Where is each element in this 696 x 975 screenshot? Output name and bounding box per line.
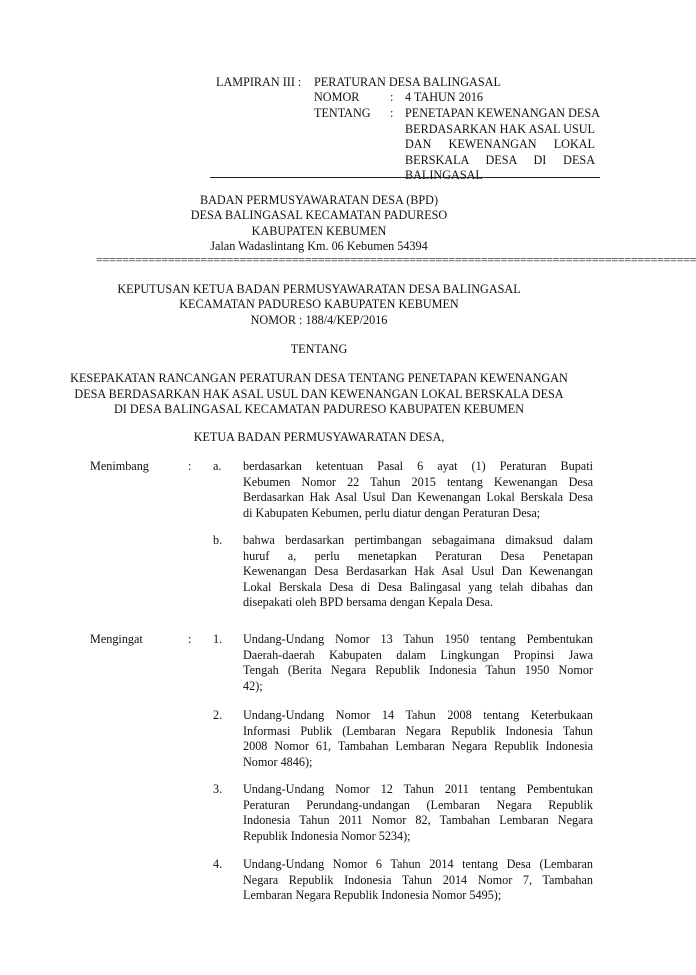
text-line: Kebumen Nomor 22 Tahun 2015 tentang Kewenangan Desa: [243, 474, 593, 489]
text-line: Berdasarkan Hak Asal Usul Dan Kewenangan Lokal Berskala Desa: [243, 490, 593, 505]
menimbang-label: Menimbang: [90, 459, 149, 473]
text-line: Indonesia Tahun 2011 Nomor 82, Tambahan Lembaran Negara: [243, 813, 593, 828]
decision-tentang: TENTANG: [290, 342, 348, 356]
header-divider: [210, 177, 600, 178]
decision-subject-2: DESA BERDASARKAN HAK ASAL USUL DAN KEWENANGAN LOKAL BERSKALA DESA: [74, 387, 564, 401]
decision-number: NOMOR : 188/4/KEP/2016: [250, 313, 388, 327]
lampiran-label: LAMPIRAN III :: [216, 75, 302, 89]
text-line: bahwa berdasarkan pertimbangan sebagaimana dimaksud dalam: [243, 533, 593, 547]
mengingat-marker-2: 2.: [213, 708, 223, 722]
text-line: Lokal Berskala Desa di Desa Balingasal yang telah dibahas dan: [243, 579, 593, 594]
letterhead-line-3: KABUPATEN KEBUMEN: [251, 224, 387, 238]
decision-title-1: KEPUTUSAN KETUA BADAN PERMUSYAWARATAN DESA BALINGASAL: [117, 282, 521, 296]
text-line: disepakati oleh BPD bersama dengan Kepala Desa.: [243, 595, 494, 610]
text-line: berdasarkan ketentuan Pasal 6 ayat (1) Peraturan Bupati: [243, 459, 593, 473]
menimbang-marker-a: a.: [213, 459, 222, 473]
letterhead-separator: ============================================================================================: [96, 253, 696, 267]
text-line: Republik Indonesia Nomor 5234);: [243, 828, 411, 843]
menimbang-marker-b: b.: [213, 533, 223, 547]
mengingat-marker-4: 4.: [213, 857, 223, 871]
text-line: di Kabupaten Kebumen, perlu diatur dengan Peraturan Desa;: [243, 505, 541, 520]
menimbang-item-b: [243, 533, 593, 611]
menimbang-item-a: [243, 459, 593, 521]
decision-authority: KETUA BADAN PERMUSYAWARATAN DESA,: [193, 430, 445, 444]
text-line: huruf a, perlu menetapkan Peraturan Desa Penetapan: [243, 548, 593, 563]
tentang-line: BALINGASAL: [405, 168, 483, 183]
letterhead-address: Jalan Wadaslintang Km. 06 Kebumen 54394: [210, 239, 428, 253]
nomor-value: 4 TAHUN 2016: [405, 90, 484, 104]
text-line: Peraturan Perundang-undangan (Lembaran Negara Republik: [243, 797, 593, 812]
mengingat-item-3: [243, 782, 593, 844]
mengingat-item-2: [243, 708, 593, 770]
letterhead-line-2: DESA BALINGASAL KECAMATAN PADURESO: [190, 208, 448, 222]
tentang-value: [405, 106, 600, 184]
menimbang-colon: :: [188, 459, 192, 473]
tentang-colon: :: [390, 106, 394, 120]
decision-subject-3: DI DESA BALINGASAL KECAMATAN PADURESO KABUPATEN KEBUMEN: [113, 402, 525, 416]
text-line: 42);: [243, 678, 263, 693]
text-line: Undang-Undang Nomor 13 Tahun 1950 tentang Pembentukan: [243, 632, 593, 646]
nomor-label: NOMOR: [314, 90, 360, 104]
text-line: Negara Republik Indonesia Tahun 2014 Nomor 7, Tambahan: [243, 872, 593, 887]
mengingat-marker-3: 3.: [213, 782, 223, 796]
tentang-line: BERDASARKAN HAK ASAL USUL: [405, 121, 595, 136]
tentang-label: TENTANG: [314, 106, 371, 120]
text-line: Tengah (Berita Negara Republik Indonesia Tahun 1950 Nomor: [243, 663, 593, 678]
text-line: Undang-Undang Nomor 6 Tahun 2014 tentang Desa (Lembaran: [243, 857, 593, 871]
mengingat-item-4: [243, 857, 593, 904]
text-line: Undang-Undang Nomor 12 Tahun 2011 tentang Pembentukan: [243, 782, 593, 796]
lampiran-title: PERATURAN DESA BALINGASAL: [314, 75, 501, 89]
text-line: Daerah-daerah Kabupaten dalam Lingkungan Propinsi Jawa: [243, 647, 593, 662]
text-line: Informasi Publik (Lembaran Negara Republik Indonesia Tahun: [243, 723, 593, 738]
text-line: Lembaran Negara Republik Indonesia Nomor 5495);: [243, 888, 502, 903]
mengingat-marker-1: 1.: [213, 632, 223, 646]
decision-title-2: KECAMATAN PADURESO KABUPATEN KEBUMEN: [179, 297, 459, 311]
mengingat-item-1: [243, 632, 593, 694]
tentang-line: PENETAPAN KEWENANGAN DESA: [405, 106, 600, 120]
text-line: Nomor 4846);: [243, 754, 313, 769]
text-line: Undang-Undang Nomor 14 Tahun 2008 tentang Keterbukaan: [243, 708, 593, 722]
tentang-line: BERSKALA DESA DI DESA: [405, 152, 595, 167]
text-line: Kewenangan Desa Berdasarkan Hak Asal Usul Dan Kewenangan: [243, 564, 593, 579]
text-line: 2008 Nomor 61, Tambahan Lembaran Negara Republik Indonesia: [243, 739, 593, 754]
tentang-line: DAN KEWENANGAN LOKAL: [405, 137, 595, 152]
mengingat-colon: :: [188, 632, 192, 646]
mengingat-label: Mengingat: [90, 632, 143, 646]
decision-subject-1: KESEPAKATAN RANCANGAN PERATURAN DESA TENTANG PENETAPAN KEWENANGAN: [70, 371, 568, 385]
letterhead-line-1: BADAN PERMUSYAWARATAN DESA (BPD): [199, 193, 439, 207]
nomor-colon: :: [390, 90, 394, 104]
